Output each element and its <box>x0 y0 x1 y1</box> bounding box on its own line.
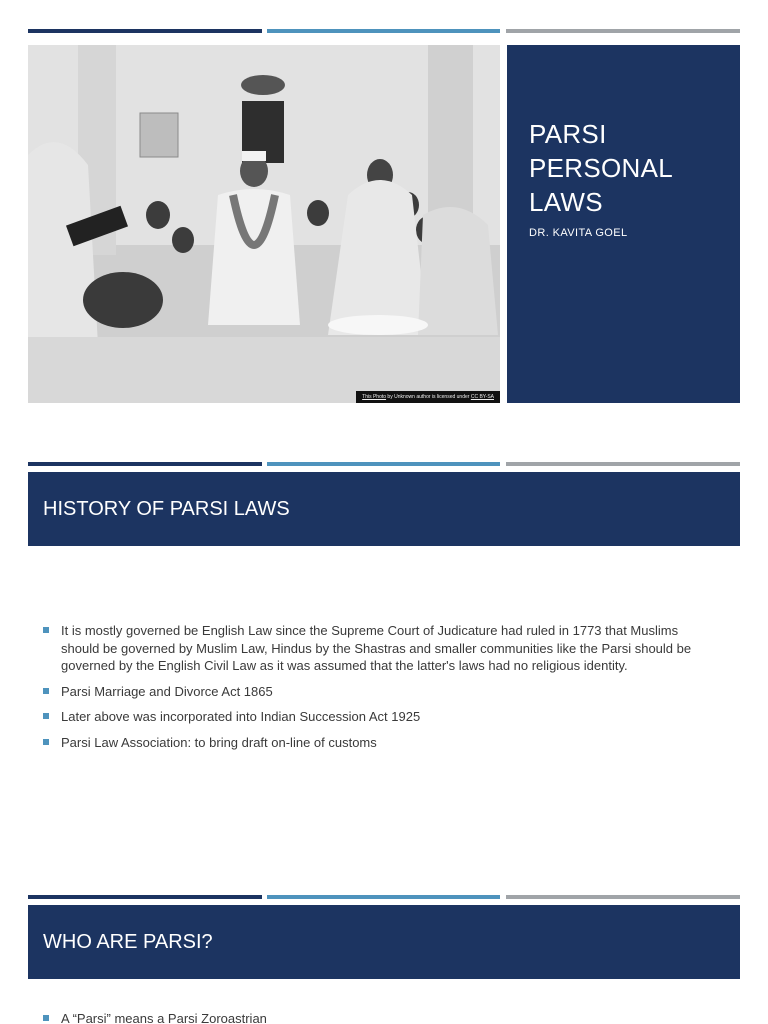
slide2-stripe-dark <box>28 462 262 466</box>
bullet-text: Parsi Law Association: to bring draft on-line of customs <box>61 734 377 750</box>
list-item <box>43 622 703 675</box>
slide3-stripe-blue <box>267 895 500 899</box>
history-heading: HISTORY OF PARSI LAWS <box>43 497 290 520</box>
bullet-square-icon <box>43 688 49 694</box>
history-heading-bar <box>28 472 740 546</box>
who-are-parsi-heading: WHO ARE PARSI? <box>43 930 213 953</box>
top-stripe-dark <box>28 29 262 33</box>
photo-license-link[interactable]: CC BY-SA <box>470 394 494 400</box>
slide3-stripe-dark <box>28 895 262 899</box>
title-line-2: PERSONAL <box>529 153 674 183</box>
bullet-text: Later above was incorporated into Indian Succession Act 1925 <box>61 709 421 724</box>
title-panel <box>507 45 740 403</box>
photo-illustration <box>28 45 500 403</box>
bullet-text: A “Parsi” means a Parsi Zoroastrian <box>61 1011 267 1024</box>
bullet-square-icon <box>43 1015 49 1021</box>
bullet-text: Parsi Marriage and Divorce Act 1865 <box>61 683 273 699</box>
top-stripe-blue <box>267 29 500 33</box>
bullet-square-icon <box>43 627 49 633</box>
list-item <box>43 1010 703 1024</box>
who-bullet-list <box>43 1010 703 1024</box>
title-line-3: LAWS <box>529 187 603 217</box>
history-bullet-list <box>43 622 703 759</box>
who-are-parsi-heading-bar <box>28 905 740 979</box>
list-item <box>43 683 703 701</box>
wedding-photo <box>28 45 500 403</box>
list-item <box>43 708 703 726</box>
photo-credit-text: by Unknown author is licensed under <box>386 394 471 400</box>
photo-credit-link[interactable]: This Photo <box>362 394 387 400</box>
bullet-square-icon <box>43 713 49 719</box>
photo-credit <box>356 391 500 403</box>
slide2-stripe-gray <box>506 462 740 466</box>
slide3-stripe-gray <box>506 895 740 899</box>
bullet-text: It is mostly governed be English Law since the Supreme Court of Judicature had ruled in 1773 that Muslims should be governed by Muslim Law, Hindus by the Shastras and smaller communities like the Parsi should be governed by the English Civil Law as it was assumed that the latter's laws had no religious identity. <box>61 623 692 673</box>
title-line-1: PARSI <box>529 119 607 149</box>
bullet-square-icon <box>43 739 49 745</box>
top-stripe-gray <box>506 29 740 33</box>
slide2-stripe-blue <box>267 462 500 466</box>
list-item <box>43 734 703 752</box>
author-subtitle: DR. KAVITA GOEL <box>529 227 628 239</box>
